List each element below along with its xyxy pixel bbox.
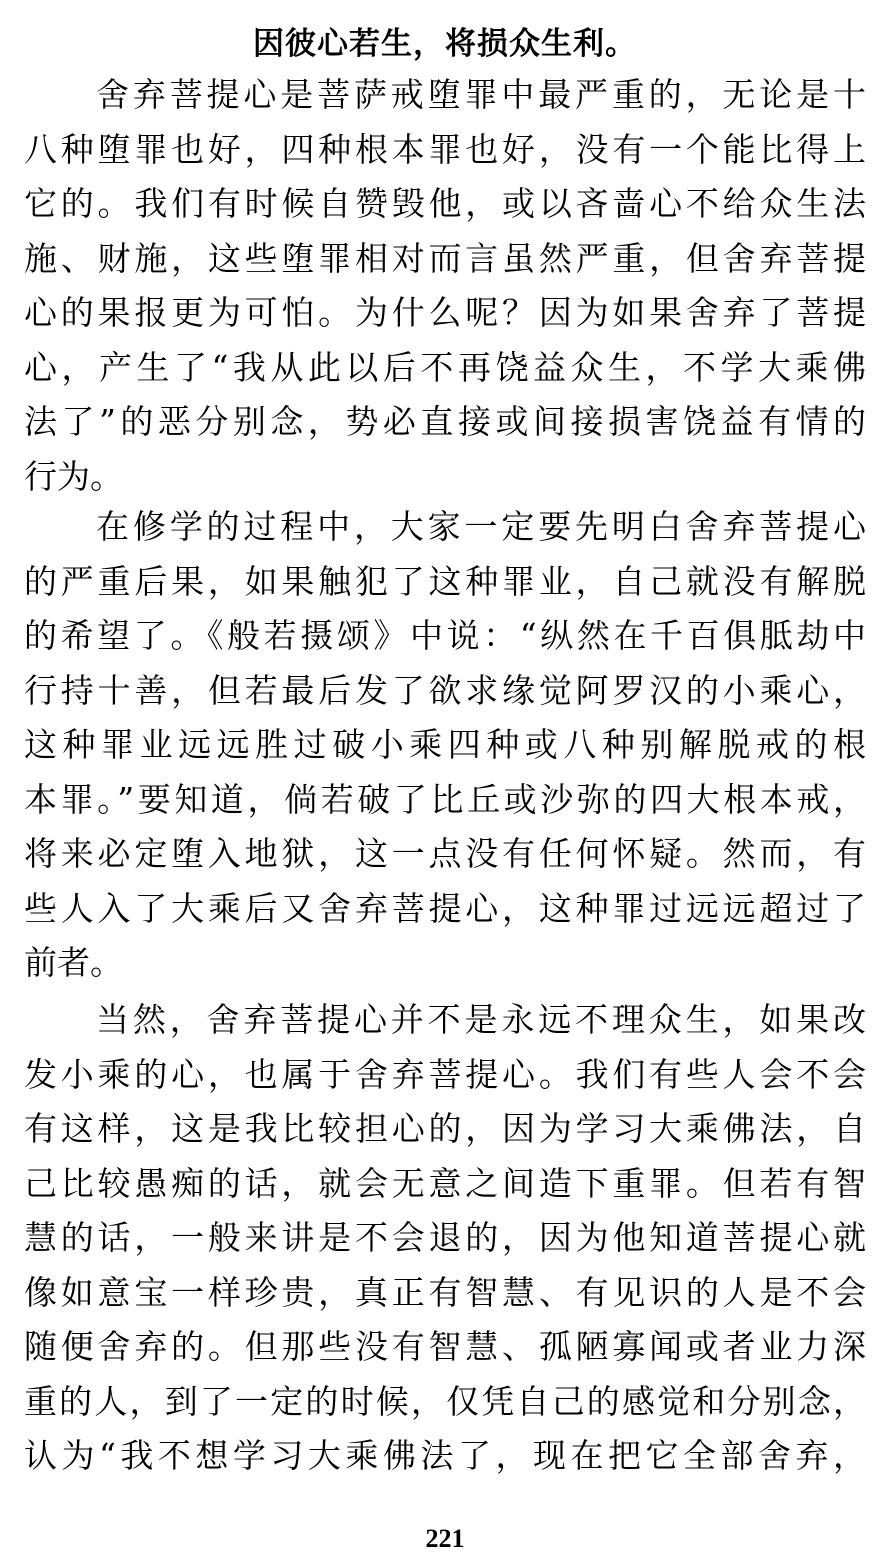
text-line: 重的人，到了一定的时候，仅凭自己的感觉和分别念， — [24, 1381, 866, 1421]
paragraph-3 — [24, 993, 866, 1484]
text-line: 的严重后果，如果触犯了这种罪业，自己就没有解脱 — [24, 561, 866, 601]
text-line: 有这样，这是我比较担心的，因为学习大乘佛法，自 — [24, 1109, 866, 1148]
text-line: 舍弃菩提心是菩萨戒堕罪中最严重的，无论是十 — [96, 75, 866, 114]
text-line: 行为。 — [24, 456, 123, 496]
text-line: 像如意宝一样珍贵，真正有智慧、有见识的人是不会 — [24, 1272, 866, 1312]
text-line: 在修学的过程中，大家一定要先明白舍弃菩提心 — [96, 507, 866, 546]
text-line: 八种堕罪也好，四种根本罪也好，没有一个能比得上 — [24, 129, 866, 169]
paragraph-2 — [24, 500, 866, 991]
text-line: 当然，舍弃菩提心并不是永远不理众生，如果改 — [96, 1000, 866, 1039]
text-line: 心，产生了“我从此以后不再饶益众生，不学大乘佛 — [24, 347, 866, 387]
text-line: 将来必定堕入地狱，这一点没有任何怀疑。然而，有 — [24, 834, 866, 873]
text-line: 这种罪业远远胜过破小乘四种或八种别解脱戒的根 — [24, 725, 866, 764]
text-line: 前者。 — [24, 943, 123, 982]
text-line: 己比较愚痴的话，就会无意之间造下重罪。但若有智 — [24, 1163, 866, 1203]
text-line: 施、财施，这些堕罪相对而言虽然严重，但舍弃菩提 — [24, 238, 866, 278]
text-line: 法了”的恶分别念，势必直接或间接损害饶益有情的 — [24, 402, 866, 441]
text-line: 行持十善，但若最后发了欲求缘觉阿罗汉的小乘心， — [24, 670, 866, 710]
text-line: 些人入了大乘后又舍弃菩提心，这种罪过远远超过了 — [24, 888, 866, 928]
text-line: 本罪。”要知道，倘若破了比丘或沙弥的四大根本戒， — [24, 779, 866, 819]
verse-heading: 因彼心若生，将损众生利。 — [253, 26, 637, 62]
text-line: 认为“我不想学习大乘佛法了，现在把它全部舍弃， — [24, 1436, 866, 1475]
page-number: 221 — [425, 1524, 465, 1553]
text-line: 的希望了。《般若摄颂》中说：“纵然在千百俱胝劫中 — [24, 616, 866, 655]
text-line: 它的。我们有时候自赞毁他，或以吝啬心不给众生法 — [24, 184, 866, 223]
paragraph-1 — [24, 68, 866, 504]
text-line: 心的果报更为可怕。为什么呢？因为如果舍弃了菩提 — [24, 293, 866, 332]
text-line: 发小乘的心，也属于舍弃菩提心。我们有些人会不会 — [24, 1054, 866, 1094]
text-line: 随便舍弃的。但那些没有智慧、孤陋寡闻或者业力深 — [24, 1327, 866, 1366]
text-line: 慧的话，一般来讲是不会退的，因为他知道菩提心就 — [24, 1218, 866, 1257]
